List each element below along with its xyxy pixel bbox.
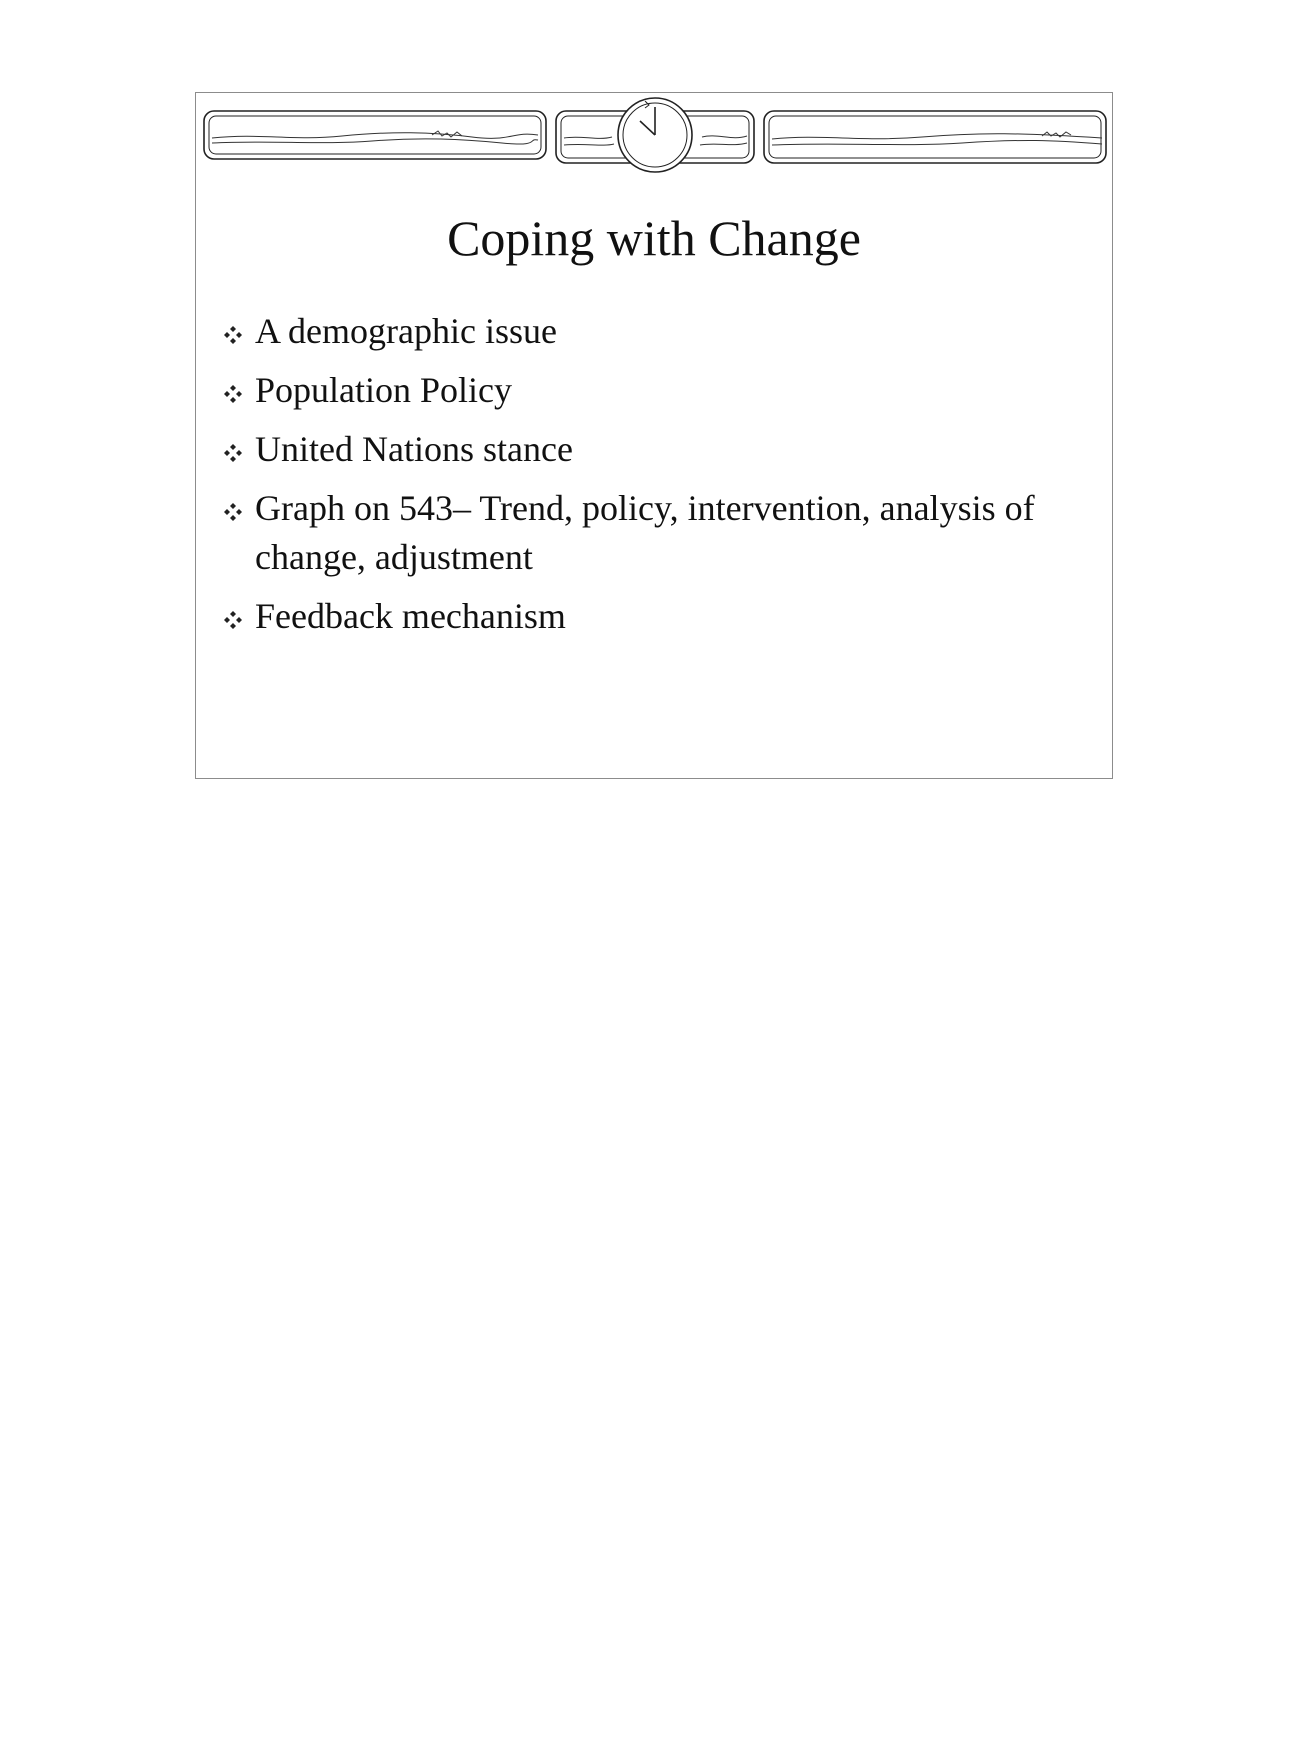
bullet-text: A demographic issue	[255, 311, 557, 351]
bullet-text: Population Policy	[255, 370, 513, 410]
four-diamond-bullet-icon	[222, 324, 244, 346]
bullet-text: Feedback mechanism	[255, 596, 566, 636]
four-diamond-bullet-icon	[222, 442, 244, 464]
four-diamond-bullet-icon	[222, 383, 244, 405]
list-item	[222, 366, 1082, 415]
four-diamond-bullet-icon	[222, 501, 244, 523]
four-diamond-bullet-icon	[222, 609, 244, 631]
list-item	[222, 592, 1082, 641]
bullet-text: Graph on 543– Trend, policy, intervention, analysis of change, adjustment	[255, 488, 1035, 577]
slide-title: Coping with Change	[447, 210, 861, 266]
bullet-list	[222, 307, 1082, 651]
list-item	[222, 307, 1082, 356]
bullet-text: United Nations stance	[255, 429, 573, 469]
list-item	[222, 425, 1082, 474]
list-item	[222, 484, 1082, 582]
slide-page	[195, 92, 1113, 779]
clock-banner-icon	[202, 95, 1108, 173]
